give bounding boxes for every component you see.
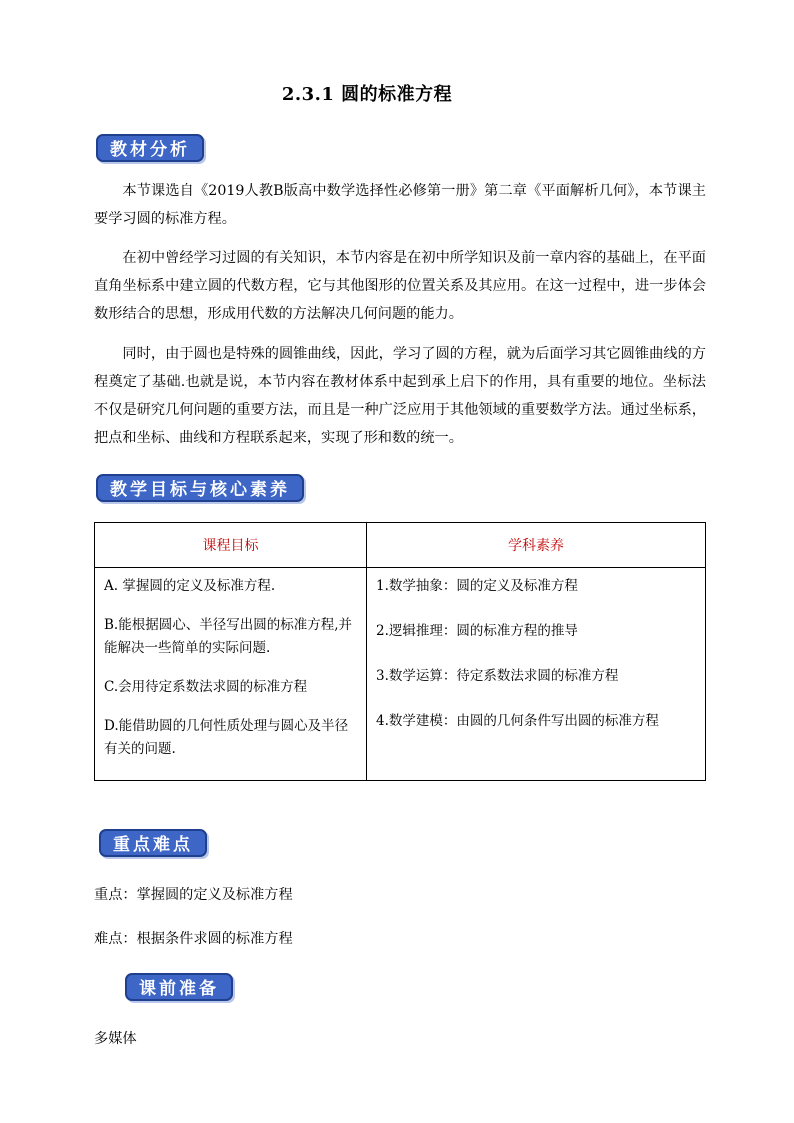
table-header-course-goals: 课程目标 <box>95 523 367 568</box>
literacy-item: 1.数学抽象：圆的定义及标准方程 <box>376 578 578 594</box>
goals-table <box>94 522 706 781</box>
literacy-item: 2.逻辑推理：圆的标准方程的推导 <box>376 623 578 639</box>
key-point-text: 重点：掌握圆的定义及标准方程 <box>94 887 293 903</box>
analysis-paragraph: 同时，由于圆也是特殊的圆锥曲线，因此，学习了圆的方程，就为后面学习其它圆锥曲线的方程奠定了基础.也就是说，本节内容在教材体系中起到承上启下的作用，具有重要的地位。坐标法不仅是研究几何问题的重要方法，而且是一种广泛应用于其他领域的重要数学方法。通过坐标系，把点和坐标、曲线和方程联系起来，实现了形和数的统一。 <box>94 346 706 446</box>
course-goal-item: B.能根据圆心、半径写出圆的标准方程,并能解决一些简单的实际问题. <box>104 617 353 656</box>
course-goal-item: C.会用待定系数法求圆的标准方程 <box>104 679 308 695</box>
course-goal-item: D.能借助圆的几何性质处理与圆心及半径有关的问题. <box>104 718 349 757</box>
section-badge-prep: 课前准备 <box>125 973 233 1001</box>
course-goal-item: A. 掌握圆的定义及标准方程. <box>104 578 276 594</box>
course-goals-cell <box>95 568 367 781</box>
section-badge-key-points: 重点难点 <box>99 829 207 857</box>
literacy-item: 3.数学运算：待定系数法求圆的标准方程 <box>376 668 619 684</box>
analysis-paragraph: 本节课选自《2019人教B版高中数学选择性必修第一册》第二章《平面解析几何》，本节课主要学习圆的标准方程。 <box>94 183 706 227</box>
prep-text: 多媒体 <box>94 1031 137 1047</box>
table-row <box>95 568 706 781</box>
table-header-row <box>95 523 706 568</box>
analysis-paragraph: 在初中曾经学习过圆的有关知识，本节内容是在初中所学知识及前一章内容的基础上，在平面直角坐标系中建立圆的代数方程，它与其他图形的位置关系及其应用。在这一过程中，进一步体会数形结合的思想，形成用代数的方法解决几何问题的能力。 <box>94 250 706 322</box>
literacy-item: 4.数学建模：由圆的几何条件写出圆的标准方程 <box>376 713 659 729</box>
section-badge-goals: 教学目标与核心素养 <box>96 474 304 502</box>
section-badge-analysis: 教材分析 <box>96 134 204 162</box>
literacy-cell <box>367 568 706 781</box>
table-header-literacy: 学科素养 <box>367 523 706 568</box>
page-title: 2.3.1 圆的标准方程 <box>281 84 453 105</box>
difficulty-text: 难点：根据条件求圆的标准方程 <box>94 931 293 947</box>
